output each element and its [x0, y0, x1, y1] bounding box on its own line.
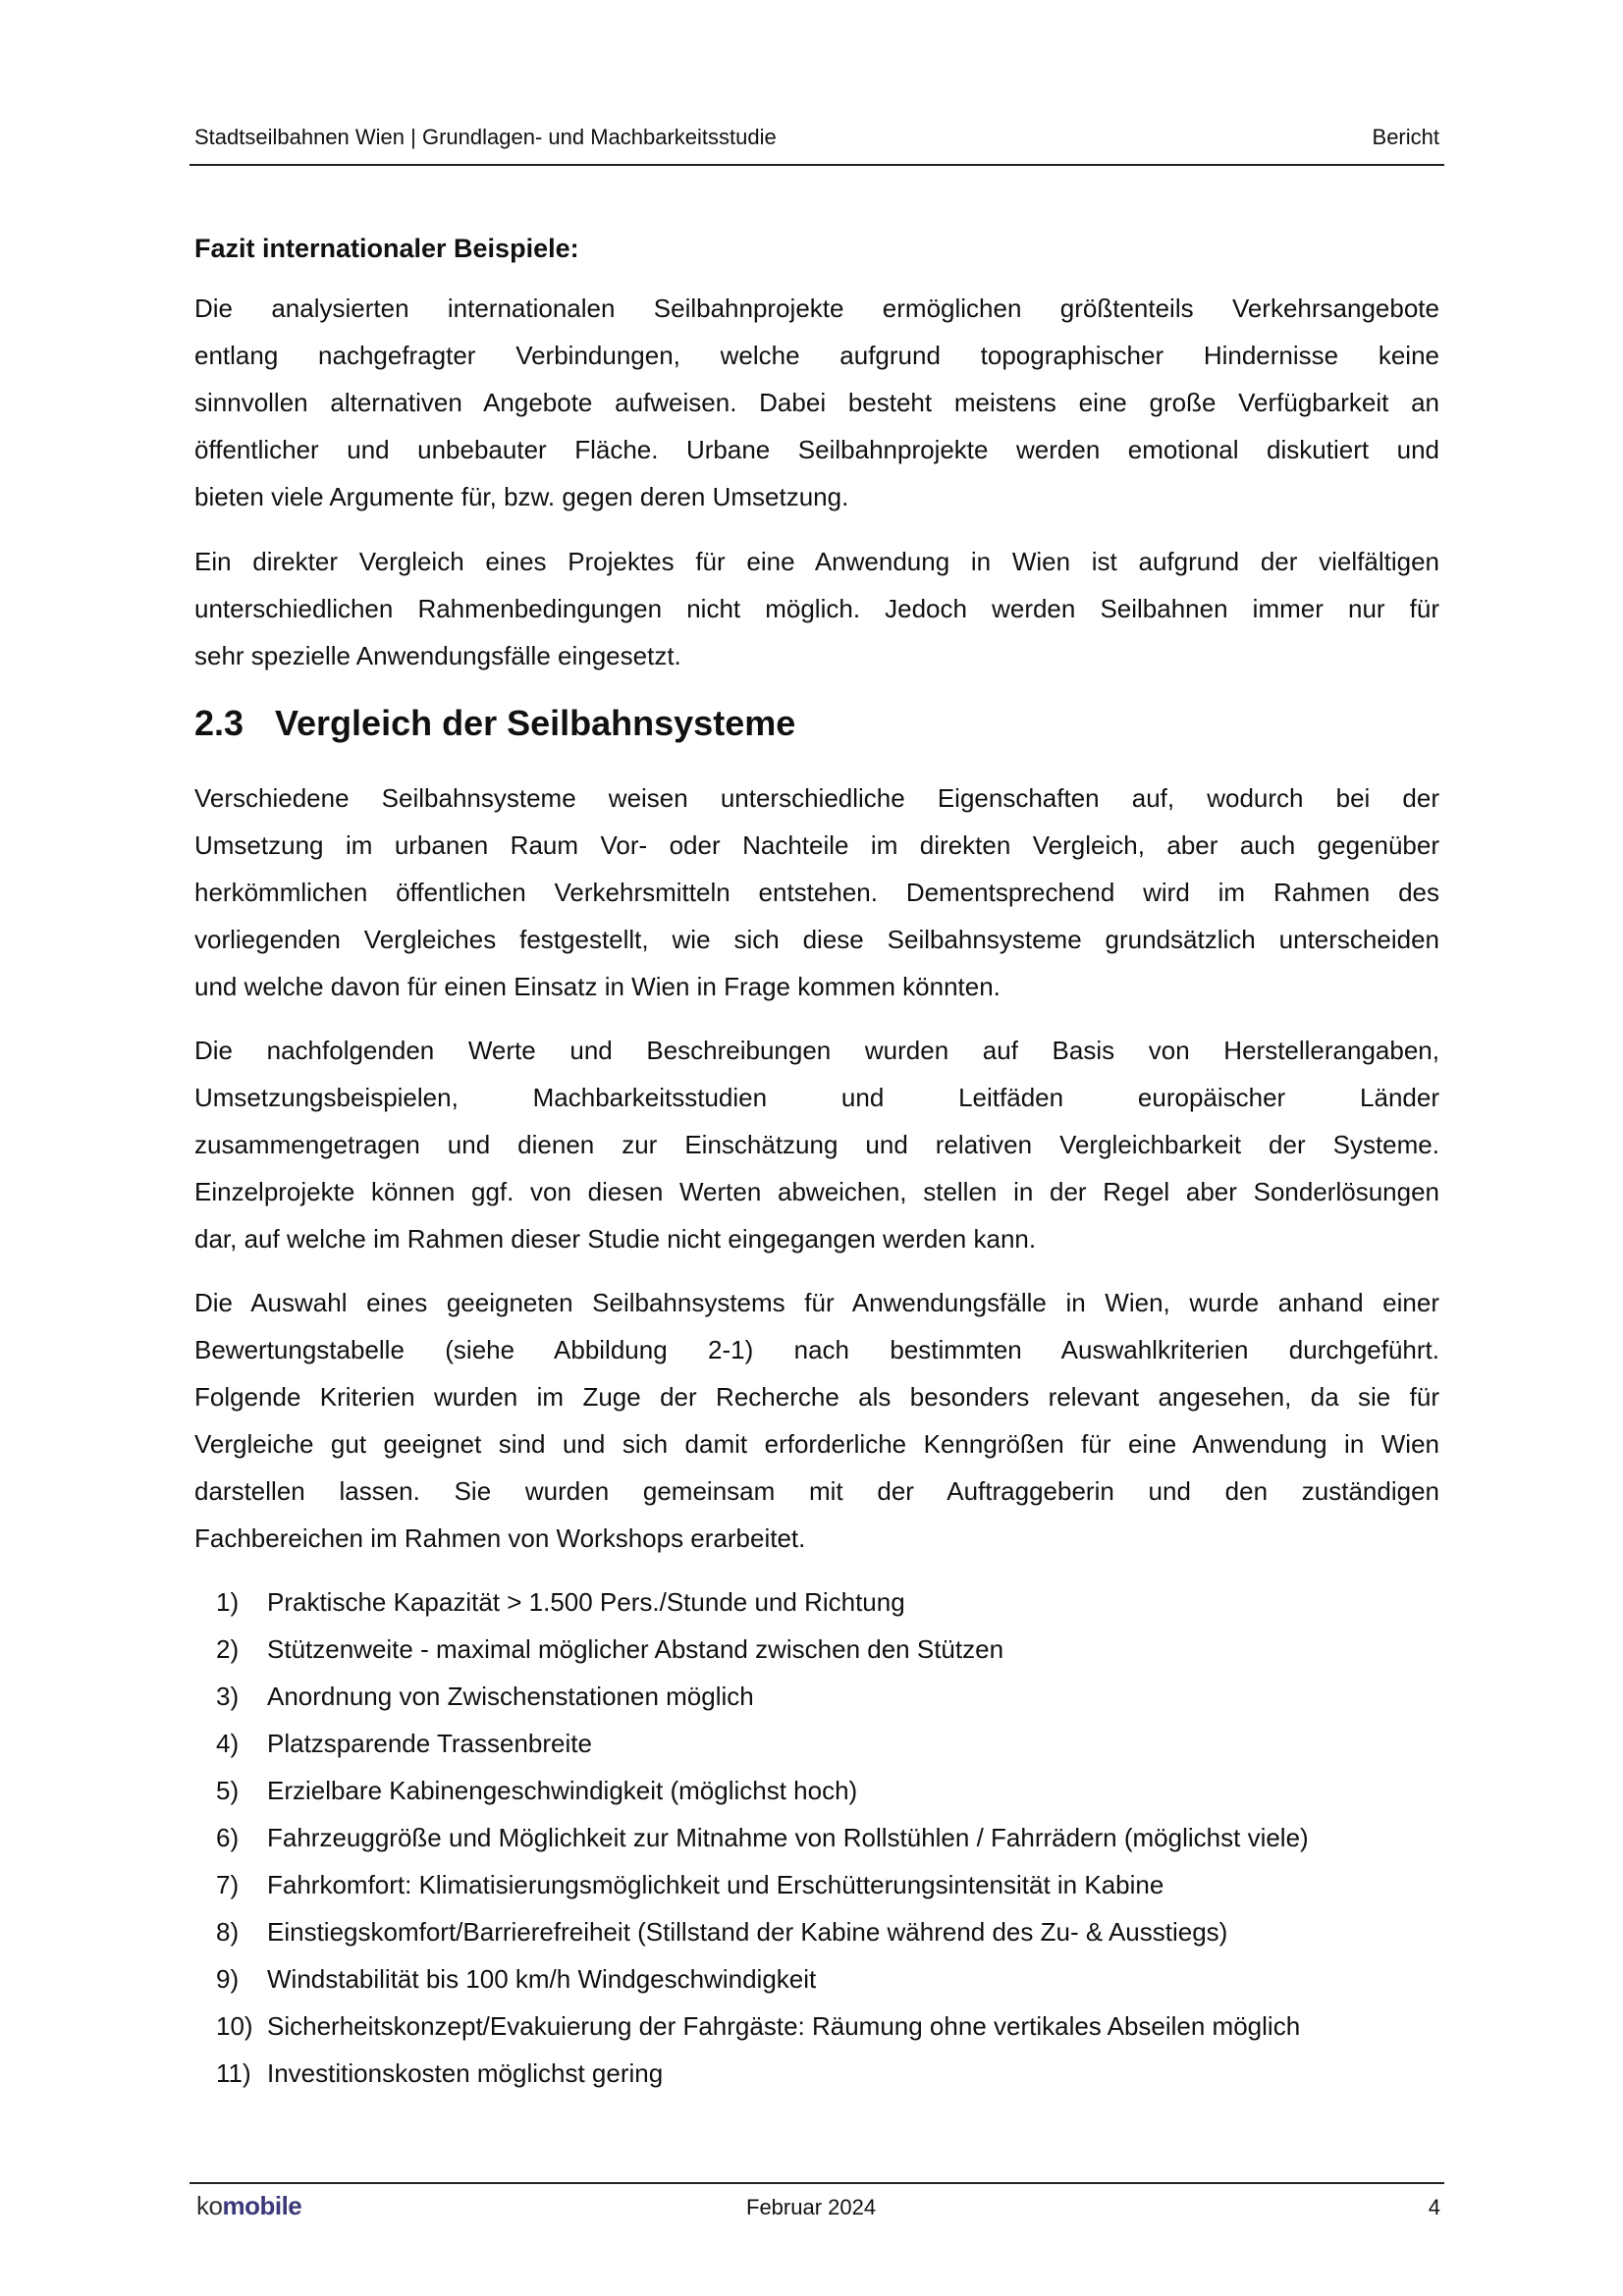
list-number: 7) [216, 1870, 240, 1899]
text-line: Die Auswahl eines geeigneten Seilbahnsystems für Anwendungsfälle in Wien, wurde anhand einer [194, 1288, 1439, 1317]
text-line: unterschiedlichen Rahmenbedingungen nicht möglich. Jedoch werden Seilbahnen immer nur für [194, 594, 1439, 623]
list-number: 11) [216, 2058, 251, 2088]
list-number: 4) [216, 1729, 240, 1758]
paragraph [194, 538, 1439, 679]
list-text: Einstiegskomfort/Barrierefreiheit (Stillstand der Kabine während des Zu- & Ausstiegs) [267, 1917, 1228, 1947]
list-number: 10) [216, 2011, 253, 2041]
list-item [216, 1720, 1453, 1767]
list-item [216, 1673, 1453, 1720]
text-line: entlang nachgefragter Verbindungen, welche aufgrund topographischer Hindernisse keine [194, 341, 1439, 370]
list-text: Investitionskosten möglichst gering [267, 2058, 664, 2088]
header-divider [189, 164, 1444, 166]
list-text: Praktische Kapazität > 1.500 Pers./Stunde und Richtung [267, 1587, 905, 1617]
footer-divider [189, 2182, 1444, 2184]
text-line: Folgende Kriterien wurden im Zuge der Recherche als besonders relevant angesehen, da sie für [194, 1382, 1439, 1412]
page-number: 4 [1428, 2195, 1440, 2219]
list-text: Anordnung von Zwischenstationen möglich [267, 1682, 754, 1711]
text-line: bieten viele Argumente für, bzw. gegen deren Umsetzung. [194, 482, 849, 511]
list-item [216, 1908, 1453, 1955]
list-item [216, 2050, 1453, 2097]
text-line: herkömmlichen öffentlichen Verkehrsmitteln entstehen. Dementsprechend wird im Rahmen des [194, 878, 1439, 907]
text-line: zusammengetragen und dienen zur Einschätzung und relativen Vergleichbarkeit der Systeme. [194, 1130, 1439, 1159]
text-line: Vergleiche gut geeignet sind und sich damit erforderliche Kenngrößen für eine Anwendung in Wien [194, 1429, 1439, 1459]
list-text: Platzsparende Trassenbreite [267, 1729, 592, 1758]
text-line: Bewertungstabelle (siehe Abbildung 2-1) nach bestimmten Auswahlkriterien durchgeführt. [194, 1335, 1439, 1364]
list-item [216, 1626, 1453, 1673]
text-line: Umsetzung im urbanen Raum Vor- oder Nachteile im direkten Vergleich, aber auch gegenüber [194, 830, 1439, 860]
text-line: Fachbereichen im Rahmen von Workshops erarbeitet. [194, 1523, 806, 1553]
text-line: Die analysierten internationalen Seilbahnprojekte ermöglichen größtenteils Verkehrsangebote [194, 294, 1439, 323]
text-line: Verschiedene Seilbahnsysteme weisen unterschiedliche Eigenschaften auf, wodurch bei der [194, 783, 1439, 813]
text-line: Einzelprojekte können ggf. von diesen Werten abweichen, stellen in der Regel aber Sonderlösungen [194, 1177, 1439, 1206]
list-item [216, 1955, 1453, 2002]
list-text: Stützenweite - maximal möglicher Abstand zwischen den Stützen [267, 1634, 1004, 1664]
header-doc-type: Bericht [1372, 125, 1439, 149]
list-text: Windstabilität bis 100 km/h Windgeschwindigkeit [267, 1964, 817, 1994]
paragraph [194, 285, 1439, 520]
list-item [216, 1767, 1453, 1814]
list-number: 3) [216, 1682, 240, 1711]
section-title: Vergleich der Seilbahnsysteme [275, 703, 796, 743]
text-line: Die nachfolgenden Werte und Beschreibungen wurden auf Basis von Herstellerangaben, [194, 1036, 1439, 1065]
text-line: vorliegenden Vergleiches festgestellt, wie sich diese Seilbahnsysteme grundsätzlich unterscheiden [194, 925, 1439, 954]
list-text: Erzielbare Kabinengeschwindigkeit (möglichst hoch) [267, 1776, 858, 1805]
list-text: Fahrkomfort: Klimatisierungsmöglichkeit und Erschütterungsintensität in Kabine [267, 1870, 1164, 1899]
list-number: 1) [216, 1587, 240, 1617]
footer-date: Februar 2024 [746, 2195, 877, 2219]
text-line: dar, auf welche im Rahmen dieser Studie nicht eingegangen werden kann. [194, 1224, 1037, 1254]
text-line: Umsetzungsbeispielen, Machbarkeitsstudien und Leitfäden europäischer Länder [194, 1083, 1439, 1112]
text-line: sehr spezielle Anwendungsfälle eingesetzt. [194, 641, 681, 670]
text-line: Ein direkter Vergleich eines Projektes für eine Anwendung in Wien ist aufgrund der vielfältigen [194, 547, 1439, 576]
header-title: Stadtseilbahnen Wien | Grundlagen- und Machbarkeitsstudie [194, 125, 777, 149]
text-line: sinnvollen alternativen Angebote aufweisen. Dabei besteht meistens eine große Verfügbarkeit an [194, 388, 1439, 417]
list-number: 5) [216, 1776, 240, 1805]
list-item [216, 1578, 1453, 1626]
list-item [216, 1814, 1453, 1861]
text-line: darstellen lassen. Sie wurden gemeinsam mit der Auftraggeberin und den zuständigen [194, 1476, 1439, 1506]
list-item [216, 2002, 1453, 2050]
section-heading [194, 703, 795, 744]
list-item [216, 1861, 1453, 1908]
list-number: 9) [216, 1964, 240, 1994]
list-text: Fahrzeuggröße und Möglichkeit zur Mitnahme von Rollstühlen / Fahrrädern (möglichst viele) [267, 1823, 1309, 1852]
list-number: 8) [216, 1917, 240, 1947]
text-line: und welche davon für einen Einsatz in Wien in Frage kommen könnten. [194, 972, 1001, 1001]
text-line: öffentlicher und unbebauter Fläche. Urbane Seilbahnprojekte werden emotional diskutiert und [194, 435, 1439, 464]
subheading: Fazit internationaler Beispiele: [194, 234, 579, 263]
paragraph [194, 1027, 1439, 1262]
komobile-logo: komobile [196, 2191, 302, 2220]
section-number: 2.3 [194, 703, 244, 743]
criteria-list [216, 1578, 1453, 2097]
list-number: 6) [216, 1823, 240, 1852]
list-text: Sicherheitskonzept/Evakuierung der Fahrgäste: Räumung ohne vertikales Abseilen möglich [267, 2011, 1301, 2041]
paragraph [194, 774, 1439, 1010]
paragraph [194, 1279, 1439, 1562]
list-number: 2) [216, 1634, 240, 1664]
